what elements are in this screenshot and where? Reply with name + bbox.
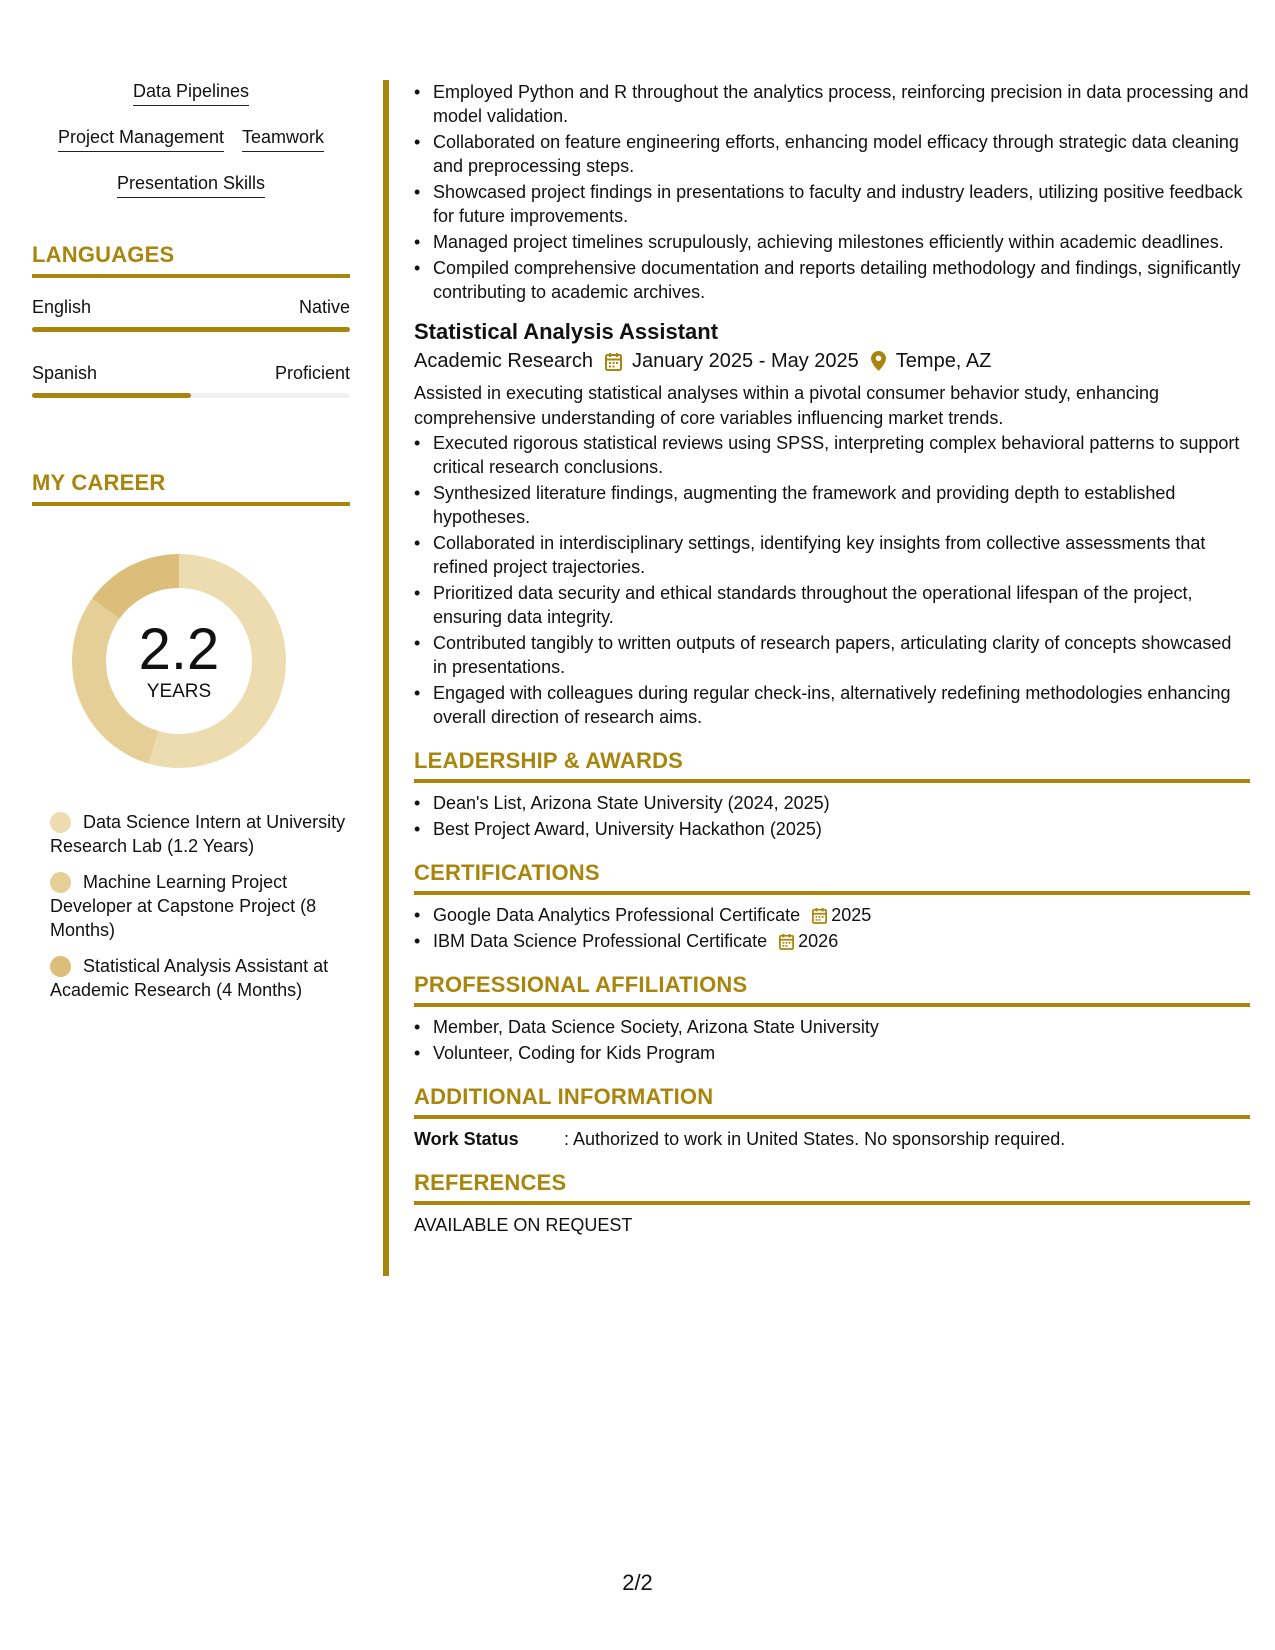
bullet-item: • Showcased project findings in presentations to faculty and industry leaders, utilizing positive feedback for future improvements. — [414, 180, 1250, 228]
previous-job-bullets — [414, 80, 1250, 304]
career-donut — [64, 546, 294, 776]
leadership-list — [414, 791, 1250, 841]
page-number: 2/2 — [622, 1570, 653, 1595]
leadership-heading: LEADERSHIP & AWARDS — [414, 747, 1250, 783]
career-heading: MY CAREER — [32, 470, 350, 506]
language-bar — [32, 393, 350, 398]
certification-name: • Google Data Analytics Professional Certificate — [433, 905, 801, 925]
certification-year: 2025 — [831, 905, 872, 925]
language-item — [32, 296, 350, 332]
language-bar — [32, 327, 350, 332]
certifications-heading: CERTIFICATIONS — [414, 859, 1250, 895]
skill-tag: Presentation Skills — [117, 172, 265, 198]
skills-row — [32, 172, 350, 198]
certification-item — [414, 903, 1250, 927]
language-item — [32, 362, 350, 398]
certification-item — [414, 929, 1250, 953]
language-bar-fill — [32, 393, 191, 398]
language-name: English — [32, 297, 92, 317]
skills-list — [32, 80, 350, 198]
languages-heading: LANGUAGES — [32, 242, 350, 278]
skill-tag: Teamwork — [242, 126, 324, 152]
language-bar-fill — [32, 327, 350, 332]
calendar-icon — [812, 907, 827, 924]
legend-dot — [50, 872, 71, 893]
left-column — [32, 80, 350, 1014]
bullet-item: • Collaborated in interdisciplinary settings, identifying key insights from collective assessments that refined project trajectories. — [414, 531, 1250, 579]
bullet-item: • Collaborated on feature engineering efforts, enhancing model efficacy through strategic data cleaning and preprocessing steps. — [414, 130, 1250, 178]
award-item: • Best Project Award, University Hackathon (2025) — [414, 817, 1250, 841]
language-name: Spanish — [32, 363, 98, 383]
award-item: • Dean's List, Arizona State University (2024, 2025) — [414, 791, 1250, 815]
certification-name: • IBM Data Science Professional Certificate — [433, 931, 768, 951]
bullet-item: • Executed rigorous statistical reviews using SPSS, interpreting complex behavioral patterns to support critical research conclusions. — [414, 431, 1250, 479]
career-total-unit: YEARS — [146, 681, 212, 702]
references-heading: REFERENCES — [414, 1169, 1250, 1205]
bullet-item: • Prioritized data security and ethical standards throughout the operational lifespan of the project, ensuring data integrity. — [414, 581, 1250, 629]
career-legend — [32, 810, 350, 1002]
certifications-list — [414, 903, 1250, 953]
affiliation-item: • Volunteer, Coding for Kids Program — [414, 1041, 1250, 1065]
right-column — [414, 80, 1250, 1237]
legend-item — [50, 870, 350, 942]
bullet-item: • Engaged with colleagues during regular check-ins, alternatively redefining methodologies enhancing overall direction of research aims. — [414, 681, 1250, 729]
job-bullets — [414, 431, 1250, 729]
language-level: Proficient — [274, 363, 350, 383]
language-level: Native — [298, 297, 350, 317]
legend-item — [50, 954, 350, 1002]
map-pin-icon — [871, 351, 886, 371]
work-status-value: : Authorized to work in United States. No sponsorship required. — [564, 1129, 1066, 1149]
skill-tag: Project Management — [58, 126, 224, 152]
skills-row — [32, 126, 350, 152]
skill-tag: Data Pipelines — [133, 80, 249, 106]
references-text: AVAILABLE ON REQUEST — [414, 1215, 633, 1235]
legend-label: Data Science Intern at University Research Lab (1.2 Years) — [50, 812, 346, 856]
job-dates: January 2025 - May 2025 — [631, 350, 859, 372]
job-organization: Academic Research — [414, 350, 593, 372]
career-total-value: 2.2 — [138, 617, 220, 682]
column-divider — [383, 80, 389, 1276]
legend-item — [50, 810, 350, 858]
job-meta — [414, 348, 1250, 374]
bullet-item: • Contributed tangibly to written outputs of research papers, articulating clarity of concepts showcased in presentations. — [414, 631, 1250, 679]
job-description: Assisted in executing statistical analyses within a pivotal consumer behavior study, enhancing comprehensive understanding of core variables influencing market trends. — [414, 383, 1160, 428]
certification-year: 2026 — [798, 931, 839, 951]
work-status-label: Work Status — [414, 1129, 519, 1149]
affiliation-item: • Member, Data Science Society, Arizona State University — [414, 1015, 1250, 1039]
additional-info-heading: ADDITIONAL INFORMATION — [414, 1083, 1250, 1119]
bullet-item: • Employed Python and R throughout the analytics process, reinforcing precision in data processing and model validation. — [414, 80, 1250, 128]
legend-dot — [50, 956, 71, 977]
skills-row — [32, 80, 350, 106]
job-location: Tempe, AZ — [895, 350, 992, 372]
calendar-icon — [605, 352, 622, 371]
job-title: Statistical Analysis Assistant — [414, 319, 719, 344]
legend-label: Machine Learning Project Developer at Capstone Project (8 Months) — [50, 872, 317, 940]
work-status — [414, 1127, 1250, 1151]
career-total — [64, 546, 294, 776]
legend-label: Statistical Analysis Assistant at Academic Research (4 Months) — [50, 956, 329, 1000]
affiliations-list — [414, 1015, 1250, 1065]
bullet-item: • Synthesized literature findings, augmenting the framework and providing depth to established hypotheses. — [414, 481, 1250, 529]
calendar-icon — [779, 933, 794, 950]
bullet-item: • Compiled comprehensive documentation and reports detailing methodology and findings, significantly contributing to academic archives. — [414, 256, 1250, 304]
legend-dot — [50, 812, 71, 833]
bullet-item: • Managed project timelines scrupulously, achieving milestones efficiently within academic deadlines. — [414, 230, 1250, 254]
affiliations-heading: PROFESSIONAL AFFILIATIONS — [414, 971, 1250, 1007]
